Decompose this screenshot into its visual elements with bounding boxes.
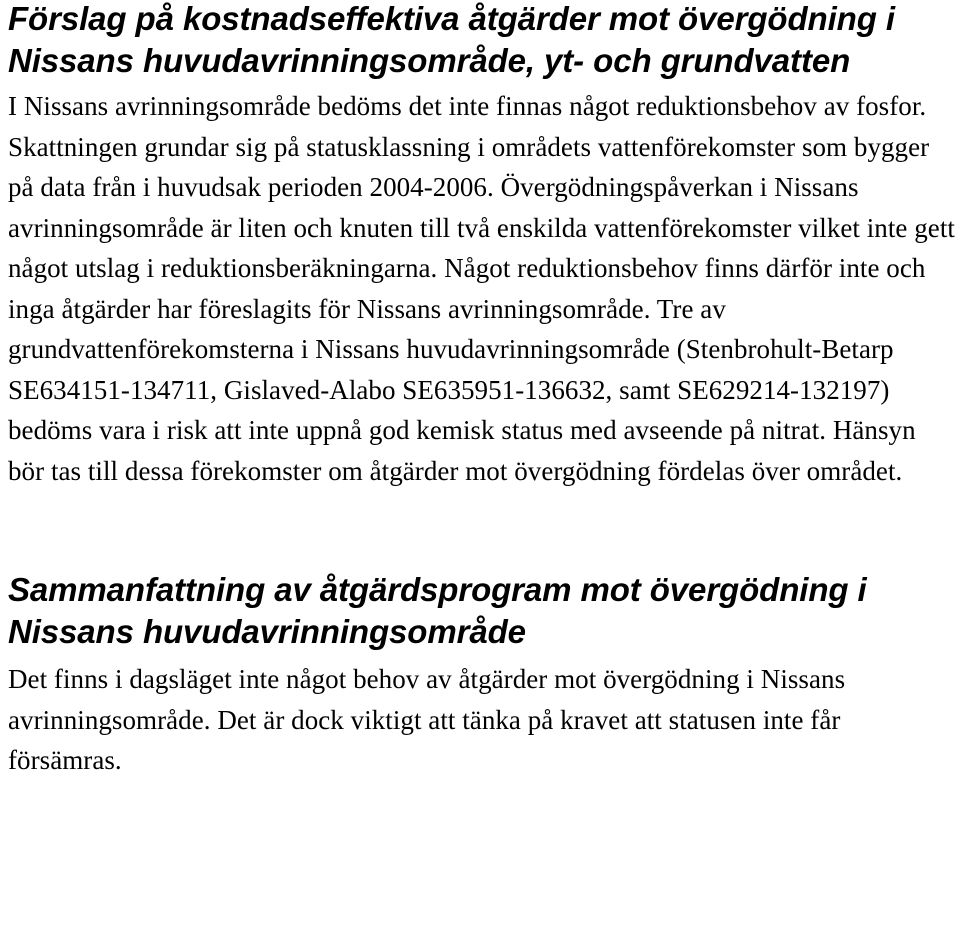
section-summary bbox=[8, 569, 958, 781]
section-cost-effective-measures bbox=[8, 0, 958, 491]
section-spacer bbox=[8, 491, 958, 569]
section-heading-summary: Sammanfattning av åtgärdsprogram mot övergödning i Nissans huvudavrinningsområde bbox=[8, 571, 867, 650]
section-paragraph-summary: Det finns i dagsläget inte något behov av åtgärder mot övergödning i Nissans avrinningsområde. Det är dock viktigt att tänka på kravet att statusen inte får försämras. bbox=[8, 664, 846, 775]
section-paragraph-measures: I Nissans avrinningsområde bedöms det inte finnas något reduktionsbehov av fosfor. Skattningen grundar sig på statusklassning i områdets vattenförekomster som bygger på data från i huvudsak perioden 2004-2006. Övergödningspåverkan i Nissans avrinningsområde är liten och knuten till två enskilda vattenförekomster vilket inte gett något utslag i reduktionsberäkningarna. Något reduktionsbehov finns därför inte och inga åtgärder har föreslagits för Nissans avrinningsområde. Tre av grundvattenförekomsterna i Nissans huvudavrinningsområde (Stenbrohult-Betarp SE634151-134711, Gislaved-Alabo SE635951-136632, samt SE629214-132197) bedöms vara i risk att inte uppnå god kemisk status med avseende på nitrat. Hänsyn bör tas till dessa förekomster om åtgärder mot övergödning fördelas över området. bbox=[8, 91, 955, 486]
document-page bbox=[8, 0, 958, 781]
section-heading-measures: Förslag på kostnadseffektiva åtgärder mot övergödning i Nissans huvudavrinningsområde, yt- och grundvatten bbox=[8, 0, 895, 79]
